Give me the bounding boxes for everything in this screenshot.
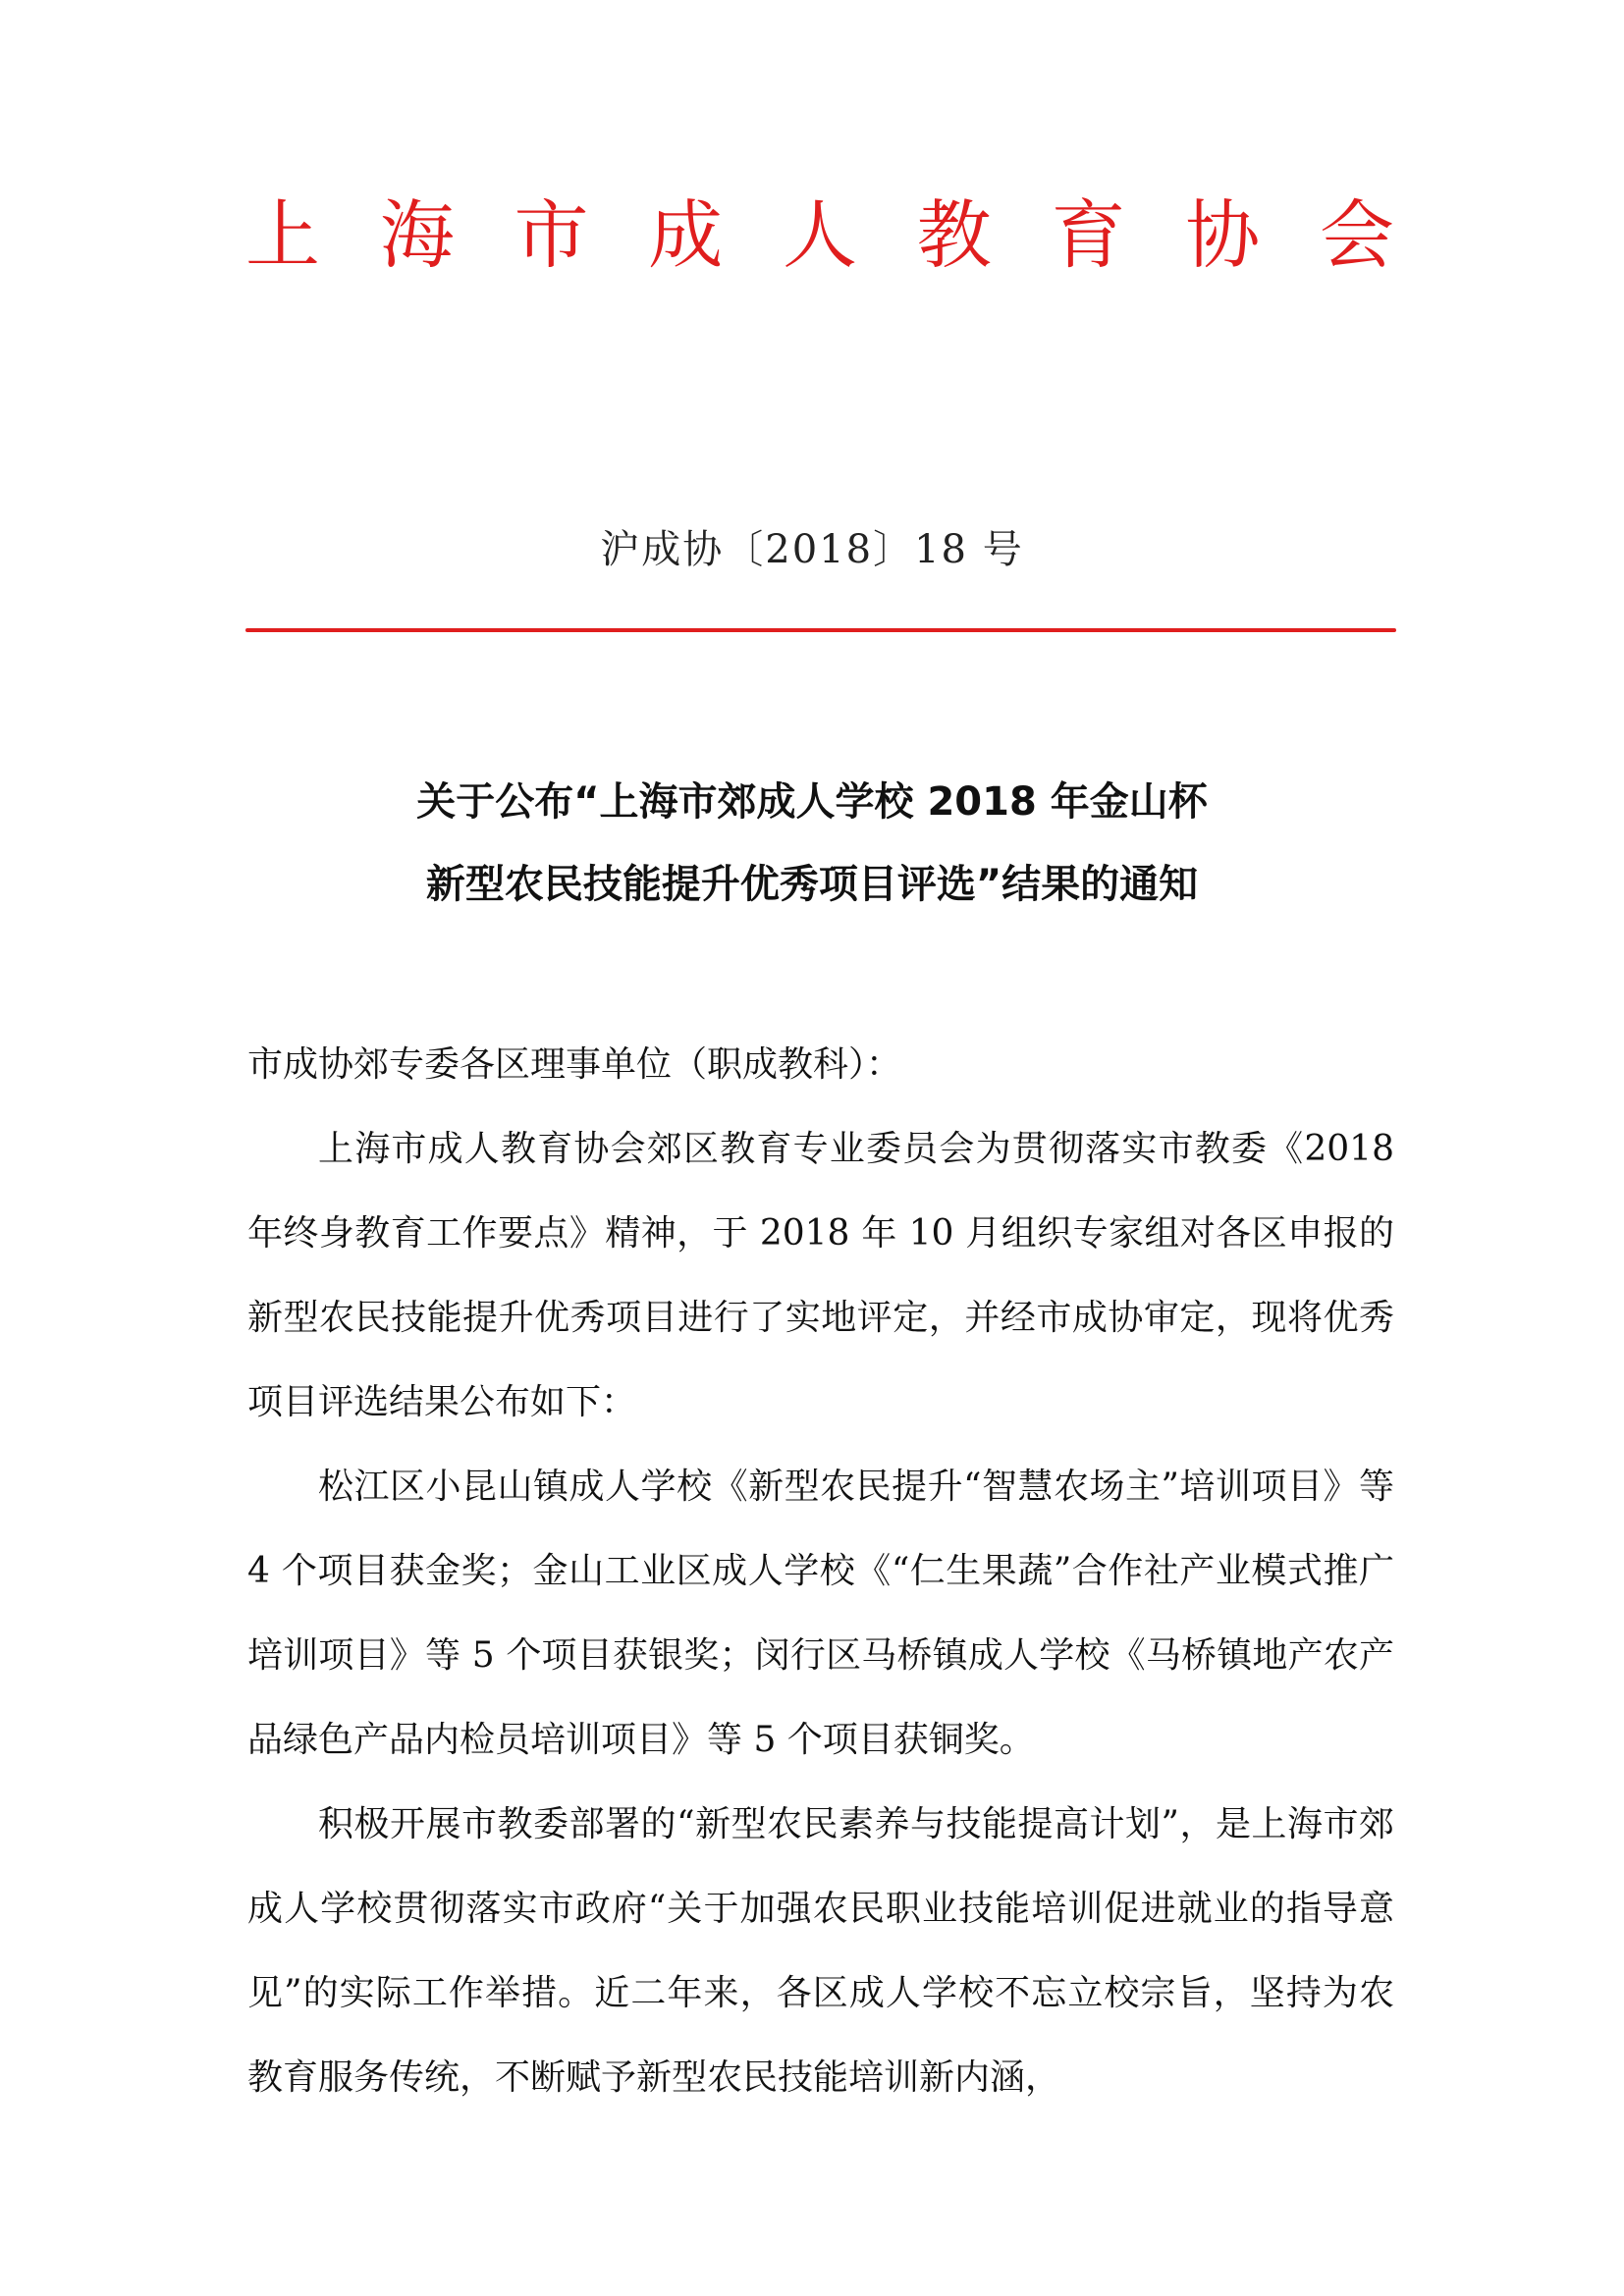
org-name-char: 海 (379, 191, 455, 279)
org-name-char: 市 (514, 191, 589, 279)
org-name-char: 人 (783, 191, 857, 279)
org-name-char: 上 (245, 191, 320, 279)
body-paragraph-2: 松江区小昆山镇成人学校《新型农民提升“智慧农场主”培训项目》等 4 个项目获金奖；金山工业区成人学校《“仁生果蔬”合作社产业模式推广培训项目》等 5 个项目获银奖；闵行区马桥镇成人学校《马桥镇地产农产品绿色产品内检员培训项目》等 5 个项目获铜奖。 (247, 1467, 1394, 1760)
organization-name-heading (245, 187, 1394, 285)
salutation: 市成协郊专委各区理事单位（职成教科）： (247, 1044, 902, 1085)
notice-title-line-1: 关于公布“上海市郊成人学校 2018 年金山杯 (416, 779, 1208, 825)
notice-title (0, 761, 1624, 926)
org-name-char: 会 (1320, 191, 1394, 279)
notice-title-line-2: 新型农民技能提升优秀项目评选”结果的通知 (425, 862, 1199, 907)
body-paragraph-3: 积极开展市教委部署的“新型农民素养与技能提高计划”，是上海市郊成人学校贯彻落实市政府“关于加强农民职业技能培训促进就业的指导意见”的实际工作举措。近二年来，各区成人学校不忘立校宗旨，坚持为农教育服务传统，不断赋予新型农民技能培训新内涵， (247, 1804, 1394, 2098)
org-name-char: 教 (916, 191, 992, 279)
org-name-char: 成 (648, 191, 724, 279)
org-name-char: 育 (1051, 191, 1126, 279)
org-name-char: 协 (1185, 191, 1261, 279)
red-divider-line (245, 628, 1396, 632)
body-paragraph-1: 上海市成人教育协会郊区教育专业委员会为贯彻落实市教委《2018 年终身教育工作要点》精神，于 2018 年 10 月组织专家组对各区申报的新型农民技能提升优秀项目进行了实地评定，并经市成协审定，现将优秀项目评选结果公布如下： (247, 1129, 1394, 1422)
document-number: 沪成协〔2018〕18 号 (600, 527, 1024, 572)
notice-body (247, 1023, 1394, 2120)
